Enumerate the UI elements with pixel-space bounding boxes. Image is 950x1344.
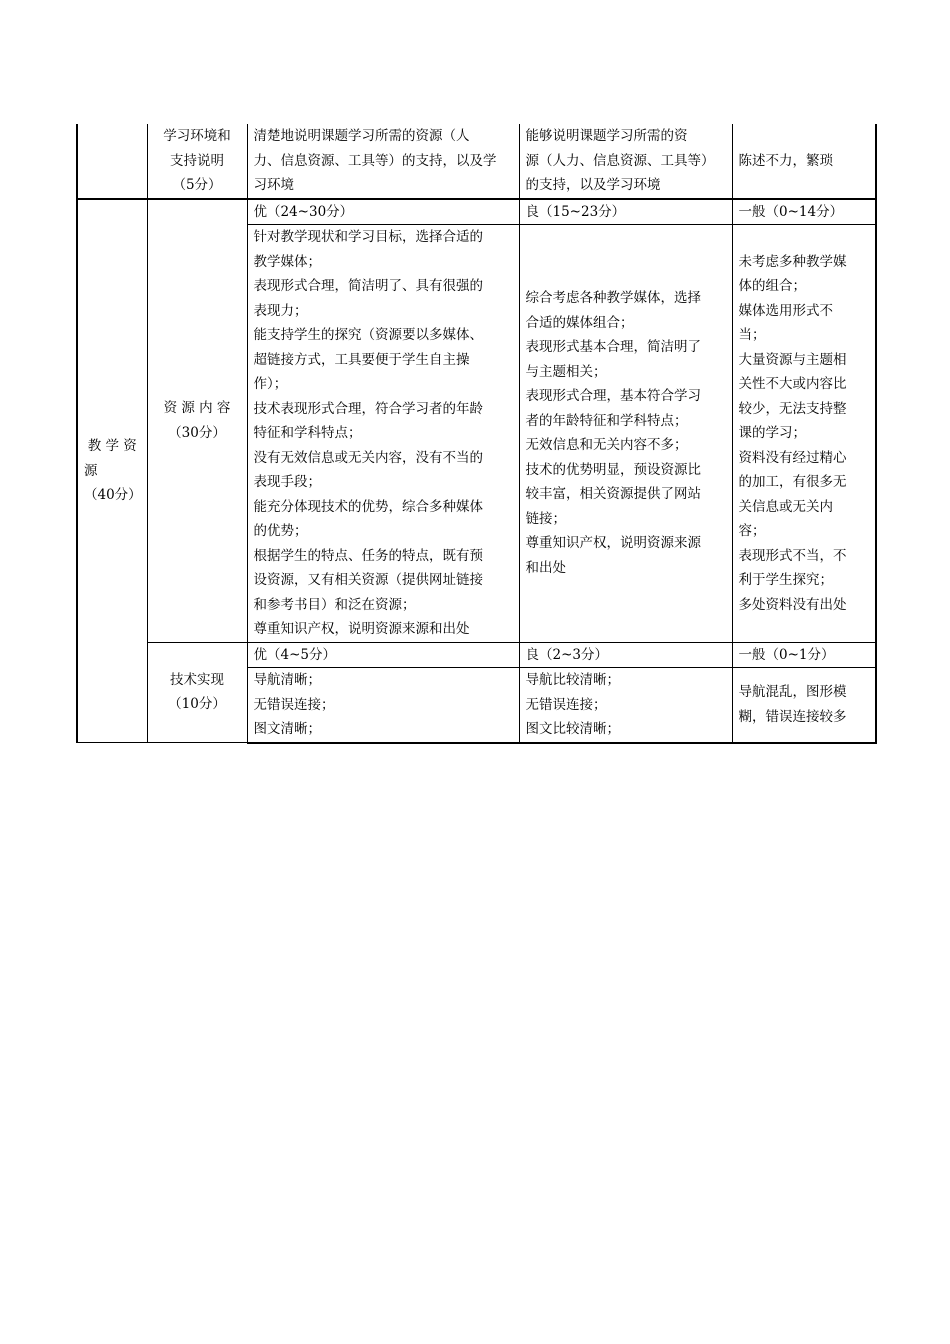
tech-header-excellent: 优（4~5分）	[247, 642, 519, 668]
content-criterion-line: 资 源 内 容	[163, 400, 231, 416]
category-line: 教 学 资	[87, 438, 137, 454]
tech-good-cell	[519, 668, 732, 743]
content-excellent-line: 特征和学科特点；	[253, 425, 362, 441]
tech-good-line: 无错误连接；	[525, 696, 607, 713]
content-good-line: 者的年龄特征和学科特点；	[525, 412, 688, 429]
category-line: （40分）	[84, 487, 142, 503]
content-average-cell	[732, 225, 876, 643]
env-excellent-line: 清楚地说明课题学习所需的资源（人	[253, 128, 470, 144]
tech-header-good: 良（2~3分）	[519, 642, 732, 668]
content-good-line: 表现形式基本合理，简洁明了	[525, 339, 701, 356]
tech-criterion-line: 技术实现	[170, 671, 224, 688]
content-excellent-line: 表现手段；	[253, 474, 321, 490]
content-excellent-line: 能支持学生的探究（资源要以多媒体、	[253, 327, 483, 343]
env-criterion-line: （5分）	[172, 177, 222, 193]
content-header-average: 一般（0~14分）	[732, 199, 876, 225]
content-criterion-line: （30分）	[168, 424, 226, 441]
content-header-good: 良（15~23分）	[519, 199, 732, 225]
content-good-line: 综合考虑各种教学媒体，选择	[525, 290, 701, 307]
env-excellent-line: 习环境	[253, 177, 294, 193]
content-excellent-line: 技术表现形式合理，符合学习者的年龄	[253, 400, 483, 417]
env-criterion-cell	[147, 124, 247, 199]
content-average-line: 体的组合；	[738, 278, 806, 294]
content-excellent-line: 表现力；	[253, 302, 308, 319]
env-good-line: 的支持，以及学习环境	[525, 177, 661, 193]
content-average-line: 关性不大或内容比	[738, 376, 847, 392]
content-average-line: 多处资料没有出处	[738, 596, 847, 613]
env-excellent-cell	[247, 124, 519, 199]
content-criterion-cell	[147, 199, 247, 643]
content-average-line: 当；	[738, 327, 766, 343]
env-criterion-line: 学习环境和	[163, 128, 231, 144]
content-excellent-line: 根据学生的特点、任务的特点，既有预	[253, 547, 483, 564]
content-excellent-line: 能充分体现技术的优势，综合多种媒体	[253, 498, 483, 515]
content-excellent-cell	[247, 225, 519, 643]
content-excellent-line: 表现形式合理，简洁明了、具有很强的	[253, 278, 483, 294]
tech-average-cell	[732, 668, 876, 743]
env-good-line: 能够说明课题学习所需的资	[525, 128, 688, 144]
env-good-line: 源（人力、信息资源、工具等）	[525, 152, 715, 169]
content-average-line: 未考虑多种教学媒	[738, 253, 847, 270]
content-excellent-line: 教学媒体；	[253, 253, 321, 270]
env-criterion-line: 支持说明	[170, 152, 224, 169]
content-good-line: 无效信息和无关内容不多；	[525, 437, 688, 454]
content-excellent-line: 和参考书目）和泛在资源；	[253, 596, 416, 613]
env-row	[77, 124, 876, 199]
content-excellent-line: 没有无效信息或无关内容，没有不当的	[253, 449, 483, 466]
content-excellent-line: 设资源，又有相关资源（提供网址链接	[253, 572, 483, 588]
content-average-line: 媒体选用形式不	[738, 302, 833, 319]
content-average-line: 利于学生探究；	[738, 572, 833, 588]
content-header-excellent: 优（24~30分）	[247, 199, 519, 225]
content-good-cell	[519, 225, 732, 643]
content-average-line: 的加工，有很多无	[738, 474, 847, 490]
env-good-cell	[519, 124, 732, 199]
tech-excellent-cell	[247, 668, 519, 743]
content-excellent-line: 针对教学现状和学习目标，选择合适的	[253, 229, 483, 245]
tech-good-line: 图文比较清晰；	[525, 721, 620, 737]
tech-excellent-line: 图文清晰；	[253, 721, 321, 737]
tech-average-line: 糊，错误连接较多	[738, 708, 847, 725]
content-average-line: 资料没有经过精心	[738, 449, 847, 466]
tech-excellent-line: 无错误连接；	[253, 696, 335, 713]
tech-criterion-cell	[147, 642, 247, 743]
env-category-cell	[77, 124, 147, 199]
tech-criterion-line: （10分）	[168, 696, 226, 713]
content-excellent-line: 的优势；	[253, 523, 308, 539]
rubric-table	[76, 124, 877, 744]
content-good-line: 合适的媒体组合；	[525, 314, 634, 331]
content-good-line: 与主题相关；	[525, 363, 607, 380]
content-average-line: 较少，无法支持整	[738, 400, 847, 417]
content-average-line: 大量资源与主题相	[738, 351, 847, 368]
tech-average-line: 导航混乱，图形模	[738, 684, 847, 701]
content-excellent-line: 尊重知识产权，说明资源来源和出处	[253, 621, 470, 637]
content-average-line: 课的学习；	[738, 425, 806, 441]
content-good-line: 表现形式合理，基本符合学习	[525, 388, 701, 405]
tech-header-average: 一般（0~1分）	[732, 642, 876, 668]
content-excellent-line: 超链接方式，工具要便于学生自主操	[253, 351, 470, 368]
content-good-line: 尊重知识产权，说明资源来源	[525, 535, 701, 552]
content-header-row	[77, 199, 876, 225]
content-average-line: 表现形式不当，不	[738, 547, 847, 564]
content-average-line: 关信息或无关内	[738, 498, 833, 515]
env-excellent-line: 力、信息资源、工具等）的支持，以及学	[253, 152, 497, 169]
tech-excellent-line: 导航清晰；	[253, 672, 321, 688]
content-good-line: 和出处	[525, 559, 566, 576]
tech-good-line: 导航比较清晰；	[525, 672, 620, 688]
category-line: 源	[84, 462, 98, 479]
content-good-line: 较丰富，相关资源提供了网站	[525, 486, 701, 503]
content-average-line: 容；	[738, 523, 766, 539]
tech-header-row	[77, 642, 876, 668]
resources-category-cell	[77, 199, 147, 743]
content-excellent-line: 作）；	[253, 376, 288, 392]
env-average-cell: 陈述不力，繁琐	[732, 124, 876, 199]
content-good-line: 链接；	[525, 510, 566, 527]
content-good-line: 技术的优势明显，预设资源比	[525, 461, 701, 478]
